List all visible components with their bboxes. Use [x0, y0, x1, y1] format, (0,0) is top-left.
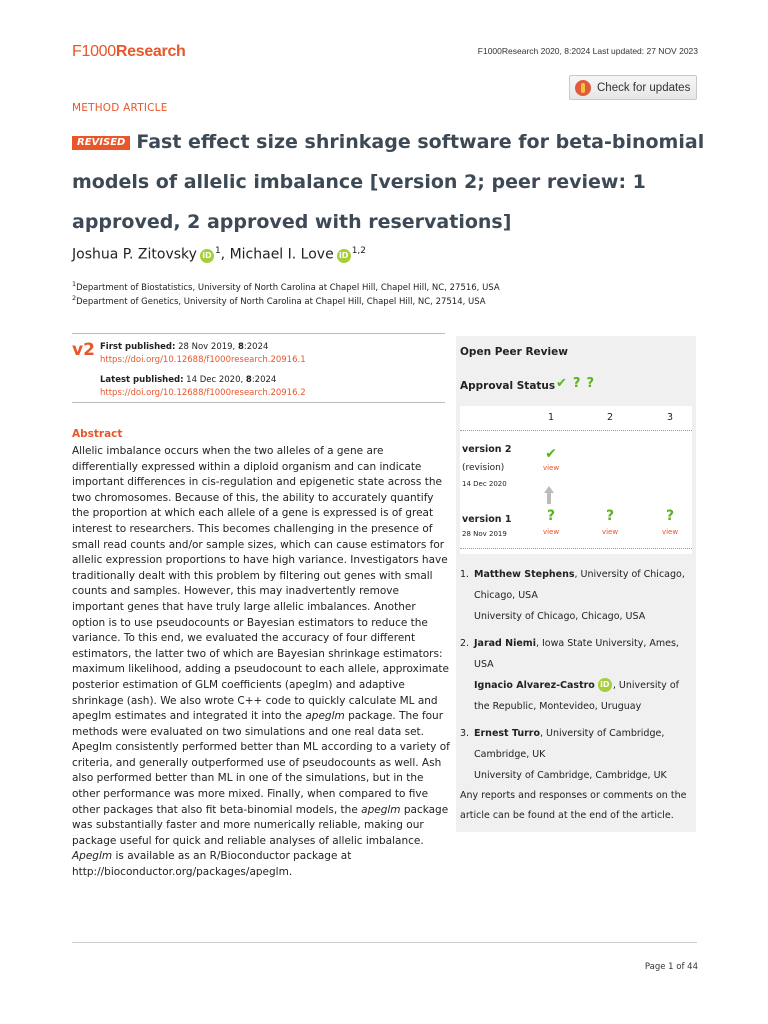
approved-check-icon: ✔	[556, 376, 567, 391]
version-label: version 1	[462, 514, 512, 525]
orcid-icon[interactable]: iD	[200, 249, 214, 263]
approval-status-icons	[556, 376, 600, 391]
abstract-text: Allelic imbalance occurs when the two alleles of a gene are differentially expressed within a diploid organism and can indicate important differences in cis-regulation and epigenetic state across the two chromosomes. Because of this, the ability to accurately quantify the proportion at which each allele of a gene is expressed is of great interest to researchers. This becomes challenging in the presence of small read counts and/or sample sizes, which can cause estimators for allelic expression proportions to have high variance. Investigators have traditionally dealt with this problem by filtering out genes with small counts and samples. However, this may inadvertently remove important genes that have truly large allelic imbalances. Another option is to use pseudocounts or Bayesian estimators to reduce the variance. To this end, we evaluated the accuracy of four different estimators, the latter two of which are Bayesian shrinkage estimators: maximum likelihood, adding a pseudocount to each allele, approximate posterior estimation of GLM coefficients (apeglm) and adaptive shrinkage (ash). We also wrote C++ code to quickly calculate ML and apeglm estimates and integrated it into the apeglm package. The four methods were evaluated on two simulations and one real data set. Apeglm consistently performed better than ML according to a variety of criteria, and generally outperformed use of pseudocounts as well. Ash also performed better than ML in one of the simulations, but in the other performance was more mixed. Finally, when compared to five other packages that also fit beta-binomial models, the apeglm package was substantially faster and more numerically reliable, making our package useful for quick and reliable analyses of allelic imbalance. Apeglm is available as an R/Bioconductor package at http://bioconductor.org/packages/apeglm.	[72, 445, 450, 879]
view-report-link[interactable]: view	[542, 464, 560, 472]
reviewer-column-header: 3	[666, 412, 674, 423]
author-name[interactable]: Joshua P. Zitovsky	[72, 246, 197, 263]
reviewer-name[interactable]: Matthew Stephens	[474, 569, 575, 580]
comments-note: Any reports and responses or comments on the article can be found at the end of the article.	[460, 790, 687, 821]
version-label: version 2	[462, 444, 512, 455]
view-report-link[interactable]: view	[542, 528, 560, 536]
view-report-link[interactable]: view	[601, 528, 619, 536]
up-arrow-icon	[544, 486, 554, 506]
first-published: First published: 28 Nov 2019, 8:2024	[100, 342, 269, 352]
title-main: Fast effect size shrinkage software for beta-binomial models of allelic imbalance	[72, 131, 705, 193]
citation-line: F1000Research 2020, 8:2024 Last updated: 27 NOV 2023	[477, 46, 698, 56]
author-name[interactable]: Michael I. Love	[229, 246, 334, 263]
author-list: Joshua P. Zitovsky iD $^1$, Michael I. Love iD $^{1,2}$	[72, 246, 367, 263]
reviewer-name[interactable]: Jarad Niemi	[474, 638, 536, 649]
divider	[460, 430, 692, 431]
reviewer-column-header: 2	[606, 412, 614, 423]
approved-check-icon: ✔	[545, 446, 557, 462]
reviewer-list	[460, 564, 692, 792]
review-status-grid	[460, 406, 692, 554]
reservation-question-icon: ?	[586, 376, 594, 391]
approval-status-label: Approval Status	[460, 380, 556, 392]
view-report-link[interactable]: view	[661, 528, 679, 536]
reviewer-name[interactable]: Ignacio Alvarez-Castro	[474, 680, 595, 691]
open-peer-review-heading: Open Peer Review	[460, 346, 568, 358]
latest-published: Latest published: 14 Dec 2020, 8:2024	[100, 375, 277, 385]
article-type: METHOD ARTICLE	[72, 102, 168, 114]
reviewer-entry: 2. Jarad Niemi, Iowa State University, Ames, USA Ignacio Alvarez-Castro iD , University of the Republic, Montevideo, Uruguay	[460, 638, 679, 712]
revised-badge: REVISED	[72, 136, 130, 150]
article-title	[72, 122, 712, 242]
crossmark-icon	[575, 80, 591, 96]
check-for-updates-button[interactable]	[569, 75, 697, 100]
version-date: 14 Dec 2020	[462, 480, 507, 488]
first-doi-link[interactable]: https://doi.org/10.12688/f1000research.20916.1	[100, 355, 306, 365]
title-version: [version 2; peer review: 1 approved, 2 approved with reservations]	[72, 171, 646, 233]
reservation-question-icon: ?	[572, 376, 581, 391]
affiliation: $^1$Department of Biostatistics, University of North Carolina at Chapel Hill, Chapel Hill, NC, 27516, USA	[72, 280, 500, 293]
reservation-question-icon: ?	[546, 508, 556, 524]
latest-doi-link[interactable]: https://doi.org/10.12688/f1000research.20916.2	[100, 388, 306, 398]
orcid-icon[interactable]: iD	[598, 678, 612, 692]
footer-divider	[72, 942, 697, 943]
reservation-question-icon: ?	[665, 508, 675, 524]
check-for-updates-label: Check for updates	[597, 81, 691, 94]
reviewer-entry: 1. Matthew Stephens, University of Chicago, Chicago, USA University of Chicago, Chicago, USA	[460, 569, 685, 622]
page-number: Page 1 of 44	[644, 962, 698, 972]
reviewer-column-header: 1	[547, 412, 555, 423]
reviewer-name[interactable]: Ernest Turro	[474, 728, 540, 739]
orcid-icon[interactable]: iD	[337, 249, 351, 263]
divider	[460, 548, 692, 549]
reservation-question-icon: ?	[605, 508, 615, 524]
publication-info	[72, 333, 445, 403]
reviewer-entry: 3. Ernest Turro, University of Cambridge, Cambridge, UK University of Cambridge, Cambridge, UK	[460, 728, 667, 781]
version-label: v2	[72, 340, 95, 360]
peer-review-sidebar	[456, 336, 696, 832]
affiliation: $^2$Department of Genetics, University of North Carolina at Chapel Hill, Chapel Hill, NC, 27514, USA	[72, 294, 486, 307]
abstract-heading: Abstract	[72, 428, 123, 440]
version-date: 28 Nov 2019	[462, 530, 507, 538]
version-note: (revision)	[462, 463, 505, 473]
f1000research-logo: F1000Research	[72, 43, 186, 60]
